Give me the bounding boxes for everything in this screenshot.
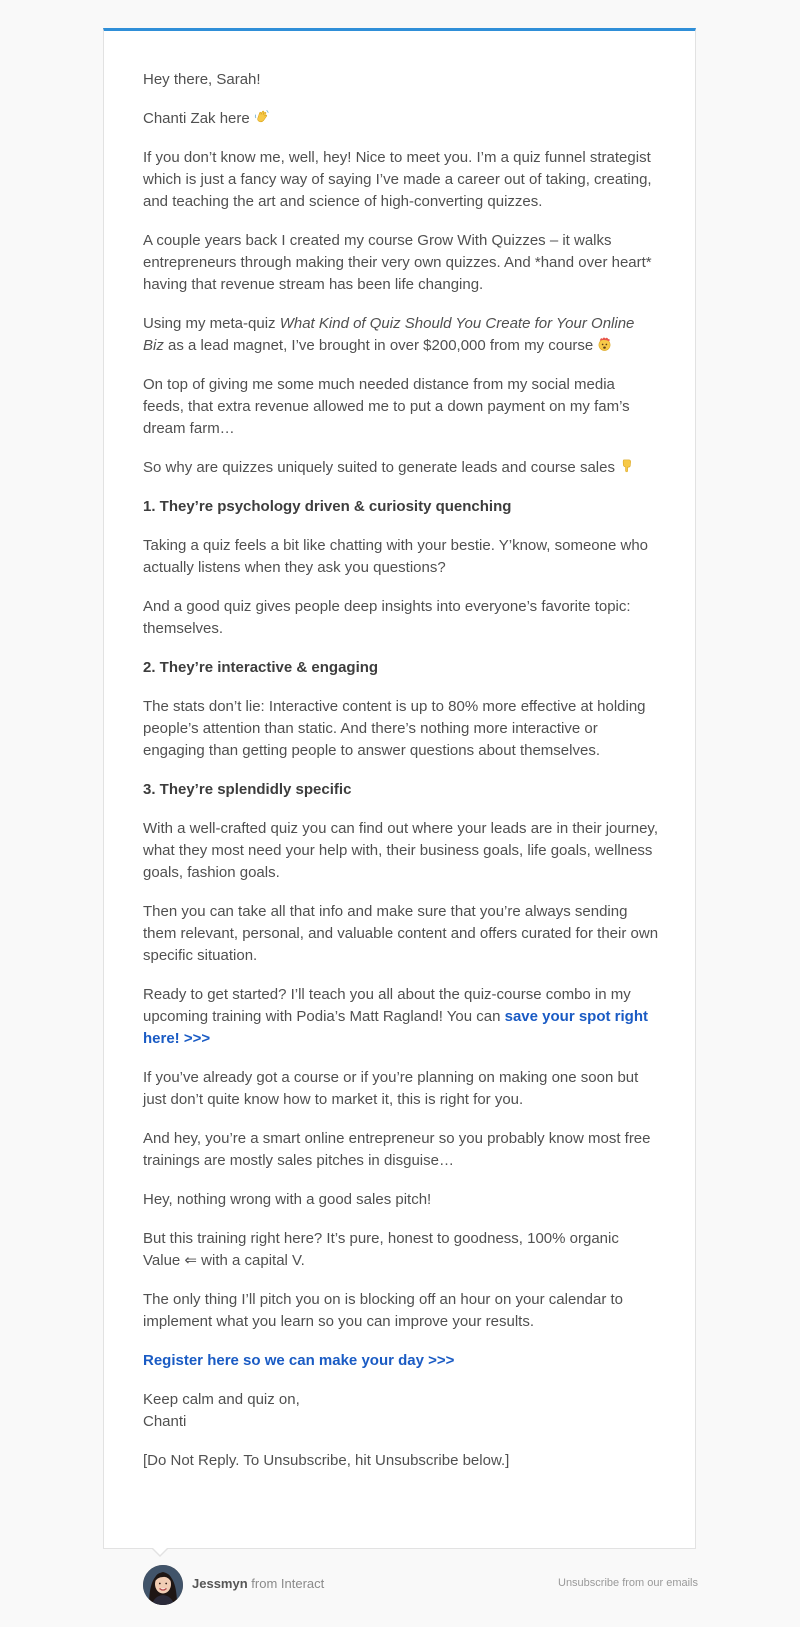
quiz-title: What Kind of Quiz Should You Create for Your Online Biz (143, 315, 635, 354)
card-pointer-fill (152, 1547, 168, 1555)
paragraph: The only thing I’ll pitch you on is blocking off an hour on your calendar to implement what you learn so you can improve your results. (143, 1291, 624, 1330)
paragraph: Using my meta-quiz What Kind of Quiz Should You Create for Your Online Biz as a lead magnet, I’ve brought in over $200,000 from my course (143, 315, 635, 354)
email-footer (143, 1565, 698, 1605)
email-card (103, 28, 696, 1549)
paragraph: And a good quiz gives people deep insights into everyone’s favorite topic: themselves. (143, 598, 631, 637)
register-paragraph (143, 1350, 659, 1372)
paragraph: A couple years back I created my course Grow With Quizzes – it walks entrepreneurs through making their very own quizzes. And *hand over heart* having that revenue stream has been life changing. (143, 232, 652, 293)
unsubscribe-link[interactable]: Unsubscribe from our emails (558, 1577, 698, 1589)
paragraph: On top of giving me some much needed distance from my social media feeds, that extra revenue allowed me to put a down payment on my fam’s dream farm… (143, 376, 630, 437)
email-body (143, 69, 659, 1489)
greeting: Hey there, Sarah! (143, 71, 261, 88)
waving-hand-icon (254, 109, 269, 127)
paragraph: So why are quizzes uniquely suited to generate leads and course sales (143, 457, 659, 479)
paragraph: Ready to get started? I’ll teach you all about the quiz-course combo in my upcoming training with Podia’s Matt Ragland! You can save your spot right here! >>> (143, 986, 648, 1047)
paragraph: If you don’t know me, well, hey! Nice to meet you. I’m a quiz funnel strategist which is just a fancy way of saying I’ve made a career out of taking, creating, and teaching the art and science of high-converting quizzes. (143, 149, 652, 210)
intro-line: Chanti Zak here (143, 108, 659, 130)
sender-name: Jessmyn (192, 1576, 248, 1591)
save-spot-link[interactable]: save your spot right here! >>> (143, 1008, 648, 1047)
section-heading: 2. They’re interactive & engaging (143, 659, 379, 676)
register-link[interactable]: Register here so we can make your day >>> (143, 1352, 455, 1369)
disclaimer: [Do Not Reply. To Unsubscribe, hit Unsubscribe below.] (143, 1452, 510, 1469)
paragraph: With a well-crafted quiz you can find out where your leads are in their journey, what they most need your help with, their business goals, life goals, wellness goals, fashion goals. (143, 820, 658, 881)
paragraph: Taking a quiz feels a bit like chatting with your bestie. Y’know, someone who actually listens when they ask you questions? (143, 537, 649, 576)
sender-info (192, 1576, 324, 1591)
paragraph: And hey, you’re a smart online entrepreneur so you probably know most free trainings are mostly sales pitches in disguise… (143, 1130, 651, 1169)
paragraph: If you’ve already got a course or if you’re planning on making one soon but just don’t quite know how to market it, this is right for you. (143, 1069, 639, 1108)
paragraph: Then you can take all that info and make sure that you’re always sending them relevant, personal, and valuable content and offers curated for their own specific situation. (143, 903, 659, 964)
section-heading: 1. They’re psychology driven & curiosity quenching (143, 498, 512, 515)
signature: Chanti (143, 1413, 187, 1430)
mind-blown-icon (597, 336, 612, 354)
paragraph: Hey, nothing wrong with a good sales pitch! (143, 1191, 432, 1208)
sender-from: from Interact (251, 1576, 325, 1591)
pointing-down-icon (619, 458, 634, 476)
avatar (143, 1565, 183, 1605)
signoff-block (143, 1389, 659, 1433)
paragraph: The stats don’t lie: Interactive content is up to 80% more effective at holding people’s attention than static. And there’s nothing more interactive or engaging than getting people to answer questions about themselves. (143, 698, 646, 759)
paragraph: But this training right here? It’s pure, honest to goodness, 100% organic Value ⇐ with a capital V. (143, 1230, 619, 1269)
section-heading: 3. They’re splendidly specific (143, 781, 352, 798)
signoff: Keep calm and quiz on, (143, 1391, 300, 1408)
